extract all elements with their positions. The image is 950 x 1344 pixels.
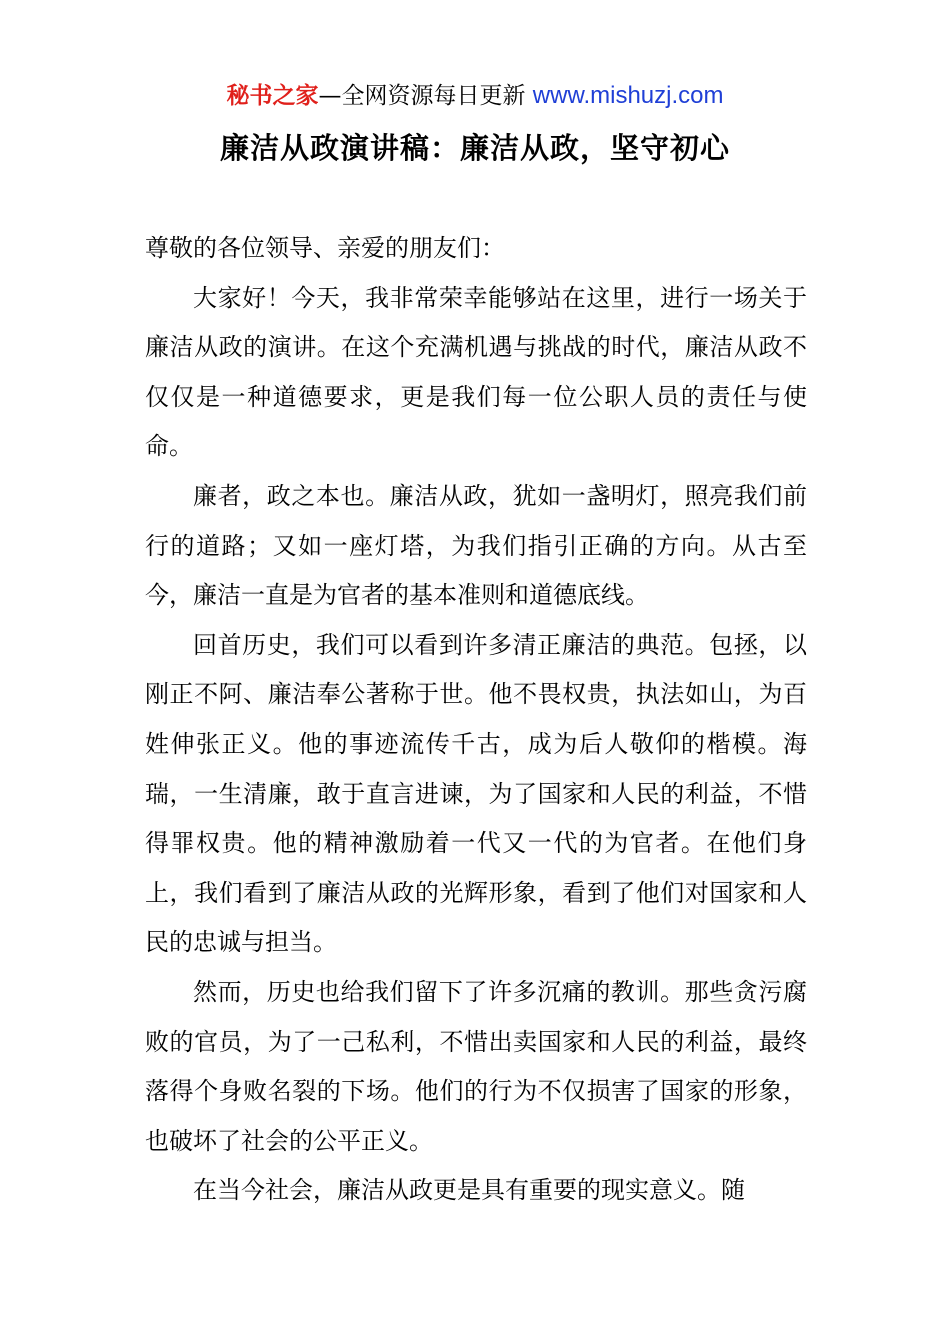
paragraph: 然而，历史也给我们留下了许多沉痛的教训。那些贪污腐败的官员，为了一己私利，不惜出卖国家和人民的利益，最终落得个身败名裂的下场。他们的行为不仅损害了国家的形象，也破坏了社会的公平正义。	[145, 977, 807, 1155]
document-title: 廉洁从政演讲稿：廉洁从政，坚守初心	[219, 131, 730, 165]
paragraph: 在当今社会，廉洁从政更是具有重要的现实意义。随	[193, 1176, 745, 1205]
paragraph: 回首历史，我们可以看到许多清正廉洁的典范。包拯，以刚正不阿、廉洁奉公著称于世。他不畏权贵，执法如山，为百姓伸张正义。他的事迹流传千古，成为后人敬仰的楷模。海瑞，一生清廉，敢于直言进谏，为了国家和人民的利益，不惜得罪权贵。他的精神激励着一代又一代的为官者。在他们身上，我们看到了廉洁从政的光辉形象，看到了他们对国家和人民的忠诚与担当。	[145, 630, 807, 957]
site-banner	[0, 80, 950, 112]
document-body	[145, 224, 807, 1216]
site-brand: 秘书之家	[226, 83, 319, 109]
site-tagline: —全网资源每日更新	[318, 83, 533, 109]
paragraph: 大家好！今天，我非常荣幸能够站在这里，进行一场关于廉洁从政的演讲。在这个充满机遇与挑战的时代，廉洁从政不仅仅是一种道德要求，更是我们每一位公职人员的责任与使命。	[145, 283, 807, 461]
salutation: 尊敬的各位领导、亲爱的朋友们：	[145, 234, 505, 262]
site-url-link[interactable]: www.mishuzj.com	[532, 82, 724, 109]
paragraph: 廉者，政之本也。廉洁从政，犹如一盏明灯，照亮我们前行的道路；又如一座灯塔，为我们指引正确的方向。从古至今，廉洁一直是为官者的基本准则和道德底线。	[145, 481, 807, 610]
